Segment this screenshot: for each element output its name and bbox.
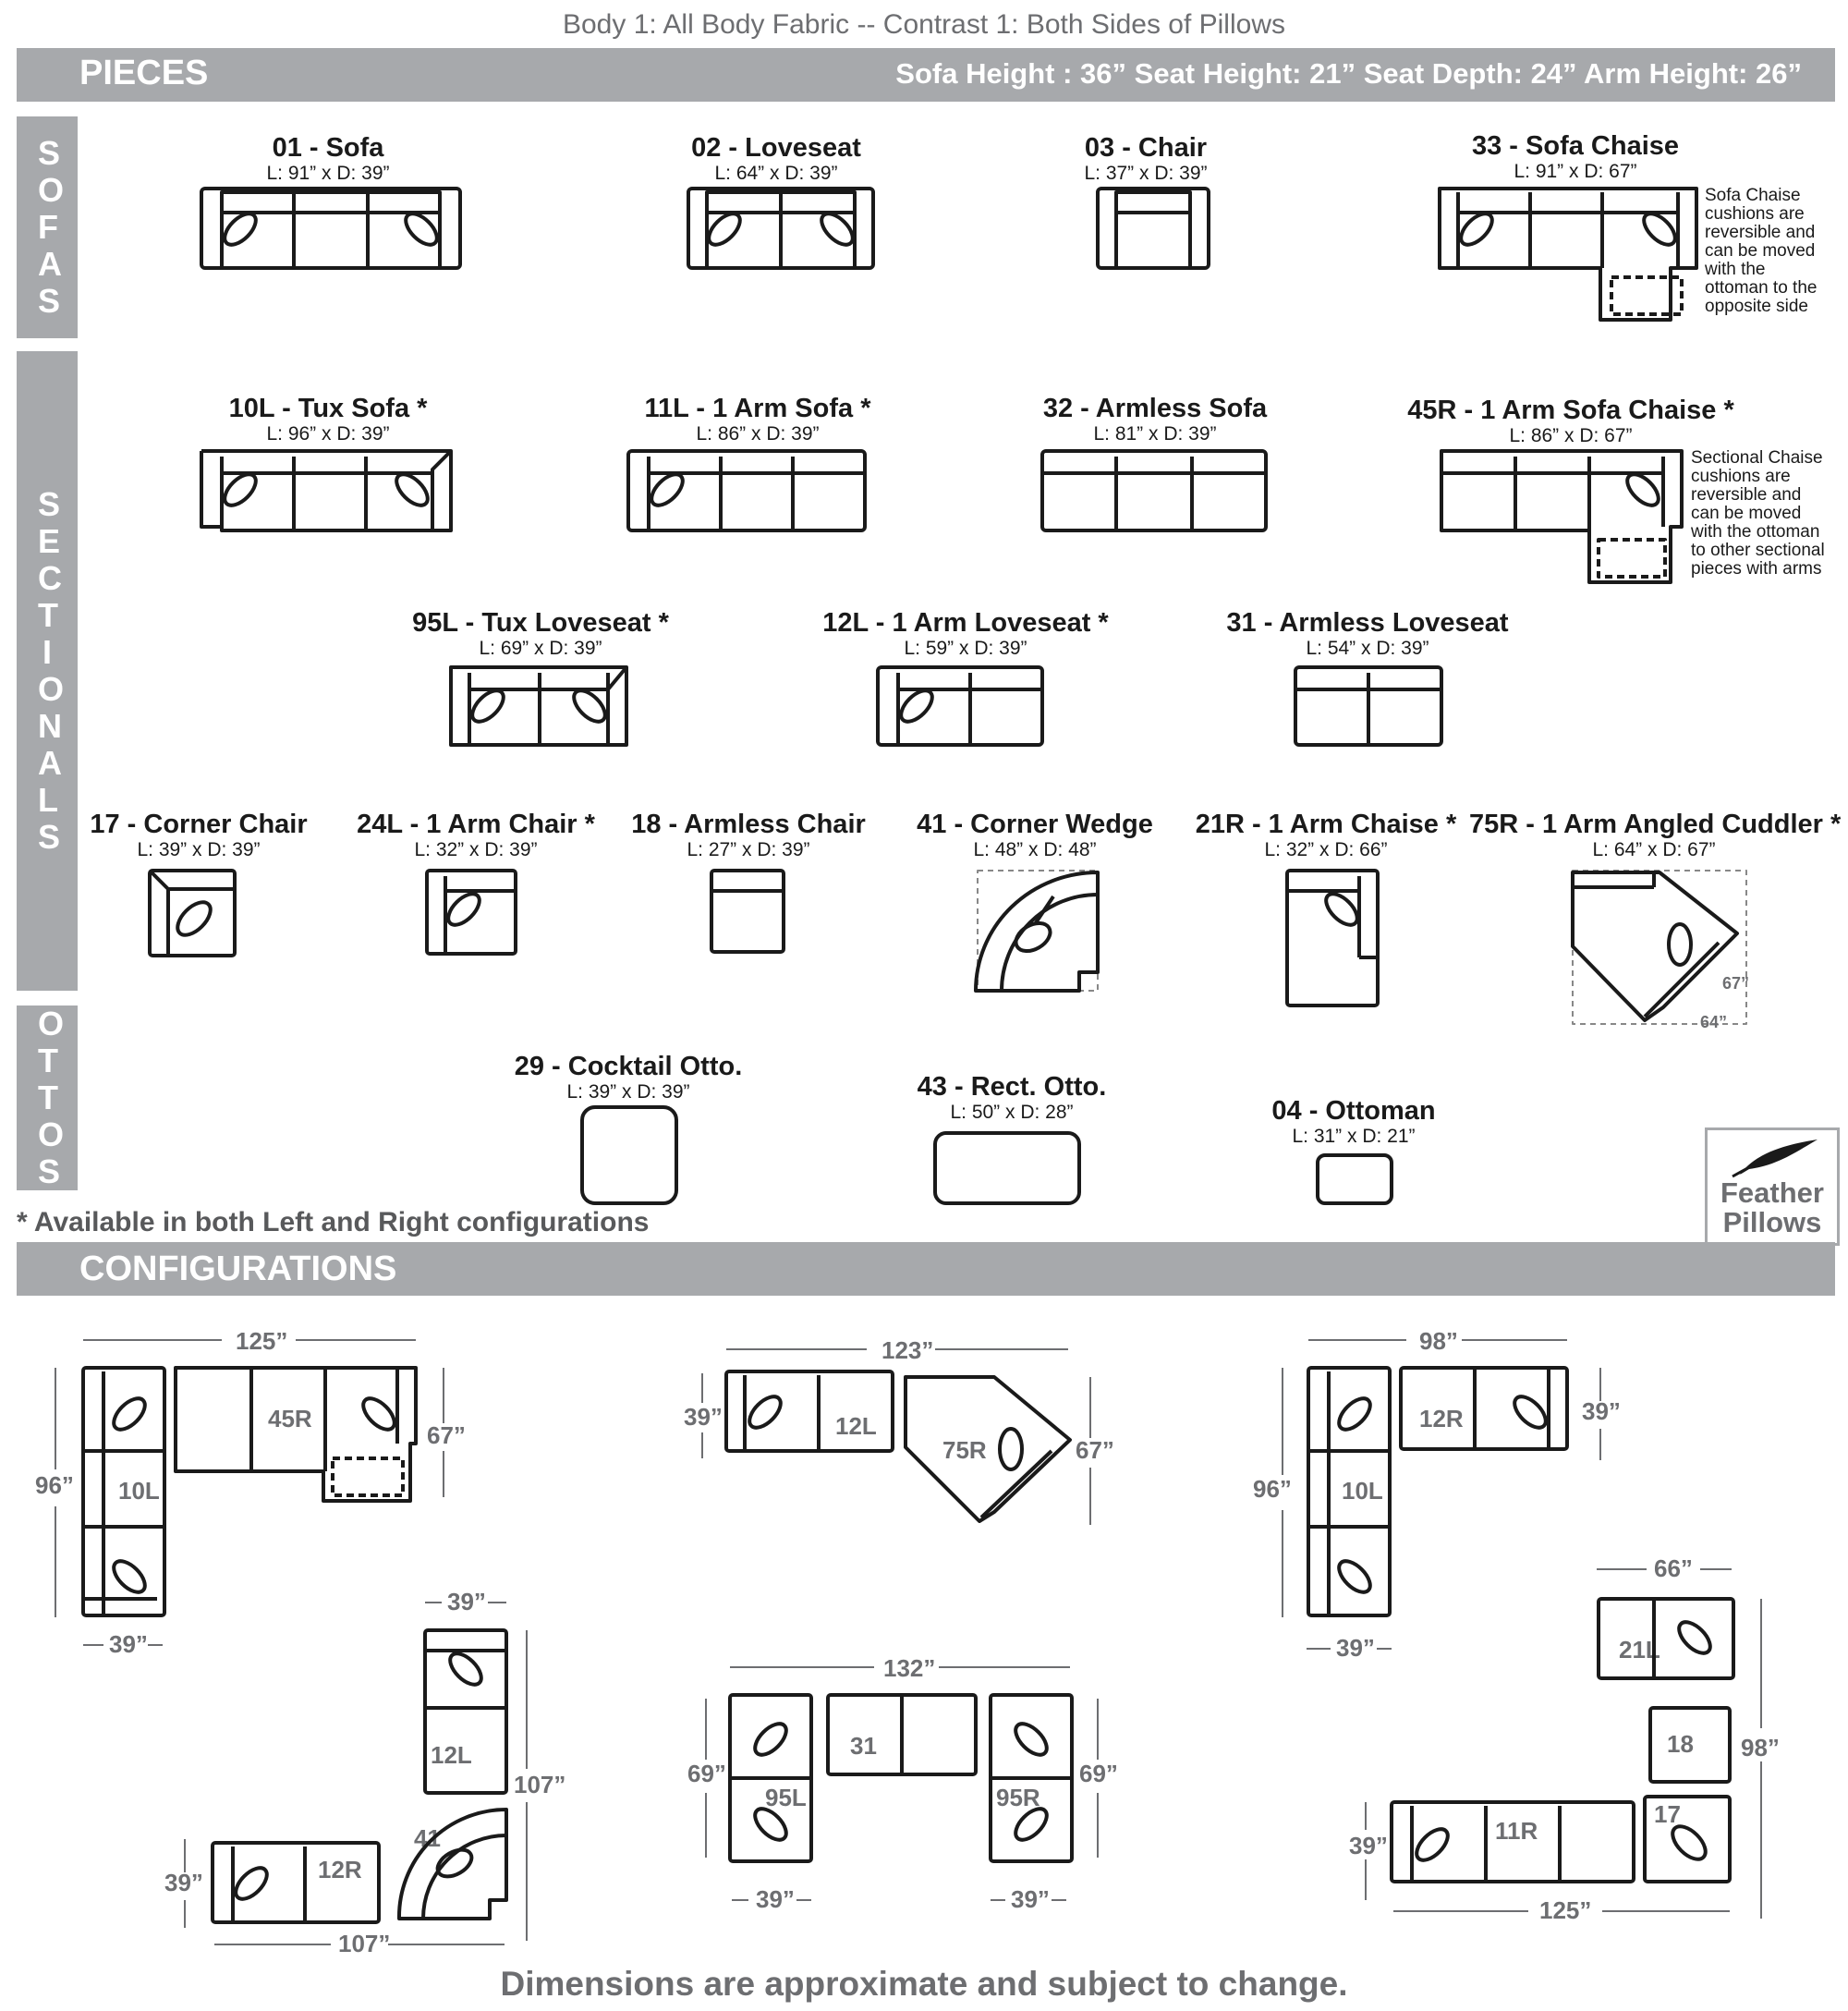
c2-width: 123”	[881, 1336, 934, 1364]
piece-dims: L: 31” x D: 21”	[1292, 1126, 1416, 1147]
piece-name: 18 - Armless Chair	[631, 810, 866, 839]
sofa-chaise-note: Sofa Chaise cushions are reversible and can be moved with the ottoman to the opposite side	[1705, 186, 1818, 316]
c1-right: 67”	[427, 1421, 466, 1449]
piece-name: 31 - Armless Loveseat	[1226, 608, 1509, 638]
c1-bottom: 39”	[109, 1630, 148, 1658]
piece-dims: L: 86” x D: 39”	[696, 423, 820, 445]
piece-name: 02 - Loveseat	[691, 133, 861, 163]
piece-name: 41 - Corner Wedge	[917, 810, 1153, 839]
piece-dims: L: 96” x D: 39”	[266, 423, 390, 445]
availability-footnote: * Available in both Left and Right configurations	[17, 1207, 650, 1237]
c5-bottom-right: 39”	[1011, 1885, 1050, 1913]
c6-label-11r: 11R	[1495, 1817, 1538, 1845]
c2-label-12l: 12L	[835, 1412, 877, 1440]
piece-name: 43 - Rect. Otto.	[917, 1072, 1107, 1102]
piece-dims: L: 69” x D: 39”	[479, 638, 602, 659]
c6-label-21l: 21L	[1619, 1636, 1660, 1664]
piece-dims: L: 32” x D: 39”	[414, 839, 538, 860]
c1-label-45r: 45R	[268, 1405, 312, 1432]
configurations-title: CONFIGURATIONS	[79, 1249, 397, 1288]
pieces-title: PIECES	[79, 54, 209, 92]
piece-name: 12L - 1 Arm Loveseat *	[822, 608, 1109, 638]
c3-right: 39”	[1582, 1397, 1621, 1425]
piece-name: 01 - Sofa	[272, 133, 384, 163]
c1-width: 125”	[236, 1327, 288, 1355]
c6-label-18: 18	[1667, 1730, 1694, 1758]
piece-name: 95L - Tux Loveseat *	[412, 608, 669, 638]
piece-name: 11L - 1 Arm Sofa *	[644, 394, 871, 423]
piece-name: 29 - Cocktail Otto.	[514, 1052, 743, 1081]
c4-label-41: 41	[414, 1824, 441, 1852]
c4-left: 39”	[164, 1869, 203, 1896]
c4-label-12r: 12R	[318, 1856, 362, 1883]
piece-name: 75R - 1 Arm Angled Cuddler *	[1469, 810, 1842, 839]
piece-name: 03 - Chair	[1084, 133, 1208, 163]
c6-right: 98”	[1741, 1734, 1780, 1761]
piece-dims: L: 81” x D: 39”	[1093, 423, 1217, 445]
piece-name: 24L - 1 Arm Chair *	[357, 810, 595, 839]
c5-width: 132”	[883, 1654, 936, 1682]
c4-label-12l: 12L	[431, 1741, 472, 1769]
piece-name: 33 - Sofa Chaise	[1471, 131, 1680, 161]
cuddler-dim-h: 67”	[1722, 974, 1750, 993]
c1-depth: 96”	[35, 1471, 74, 1499]
piece-dims: L: 32” x D: 66”	[1264, 839, 1388, 860]
c3-label-10l: 10L	[1342, 1477, 1383, 1505]
piece-name: 45R - 1 Arm Sofa Chaise *	[1407, 396, 1734, 425]
config-2-drawing	[726, 1371, 1070, 1521]
c5-left: 69”	[687, 1760, 726, 1787]
fabric-line: Body 1: All Body Fabric -- Contrast 1: Both Sides of Pillows	[562, 9, 1285, 40]
c6-left: 39”	[1349, 1832, 1388, 1859]
piece-name: 21R - 1 Arm Chaise *	[1195, 810, 1457, 839]
piece-name: 04 - Ottoman	[1271, 1096, 1436, 1126]
c2-label-75r: 75R	[942, 1436, 987, 1464]
piece-dims: L: 64” x D: 67”	[1592, 839, 1716, 860]
c6-label-17: 17	[1654, 1800, 1681, 1828]
cuddler-dim-w: 64”	[1700, 1013, 1728, 1031]
c6-top: 66”	[1654, 1554, 1693, 1582]
c3-label-12r: 12R	[1419, 1405, 1464, 1432]
side-label-sofas-text: SOFAS	[37, 134, 64, 320]
piece-dims: L: 37” x D: 39”	[1084, 163, 1208, 184]
c4-top: 39”	[447, 1588, 486, 1615]
piece-name: 32 - Armless Sofa	[1042, 394, 1268, 423]
c5-label-31: 31	[850, 1732, 877, 1760]
piece-dims: L: 50” x D: 28”	[950, 1102, 1074, 1123]
piece-name: 10L - Tux Sofa *	[228, 394, 428, 423]
piece-dims: L: 59” x D: 39”	[904, 638, 1027, 659]
c2-left: 39”	[684, 1403, 723, 1431]
piece-dims: L: 91” x D: 39”	[266, 163, 390, 184]
c3-bottom: 39”	[1336, 1634, 1375, 1662]
piece-dims: L: 48” x D: 48”	[973, 839, 1097, 860]
config-5-drawing	[730, 1695, 1072, 1861]
c4-bottom: 107”	[338, 1930, 391, 1957]
c3-width: 98”	[1419, 1327, 1458, 1355]
c5-bottom-left: 39”	[756, 1885, 795, 1913]
c1-label-10l: 10L	[118, 1477, 160, 1505]
c3-depth: 96”	[1253, 1475, 1292, 1503]
piece-dims: L: 64” x D: 39”	[714, 163, 838, 184]
piece-dims: L: 86” x D: 67”	[1509, 425, 1633, 446]
pieces-specs: Sofa Height : 36” Seat Height: 21” Seat Depth: 24” Arm Height: 26”	[895, 57, 1802, 90]
piece-dims: L: 39” x D: 39”	[137, 839, 261, 860]
c2-right: 67”	[1076, 1436, 1114, 1464]
c5-right: 69”	[1079, 1760, 1118, 1787]
piece-dims: L: 54” x D: 39”	[1306, 638, 1429, 659]
side-label-ottos-text: OTTOS	[37, 1005, 64, 1190]
feather-line2: Pillows	[1722, 1206, 1822, 1238]
c6-bottom: 125”	[1539, 1896, 1592, 1924]
c5-label-95l: 95L	[765, 1784, 807, 1811]
side-label-sectionals-text: SECTIONALS	[37, 485, 64, 856]
piece-dims: L: 91” x D: 67”	[1514, 161, 1637, 182]
piece-dims: L: 39” x D: 39”	[566, 1081, 690, 1103]
feather-line1: Feather	[1720, 1176, 1824, 1209]
dimensions-disclaimer: Dimensions are approximate and subject to change.	[500, 1965, 1348, 2003]
c4-right: 107”	[514, 1771, 566, 1798]
sectional-chaise-note: Sectional Chaise cushions are reversible and can be moved with the ottoman to other sectional pieces with arms	[1691, 448, 1825, 579]
piece-dims: L: 27” x D: 39”	[687, 839, 810, 860]
c5-label-95r: 95R	[996, 1784, 1040, 1811]
piece-name: 17 - Corner Chair	[90, 810, 308, 839]
